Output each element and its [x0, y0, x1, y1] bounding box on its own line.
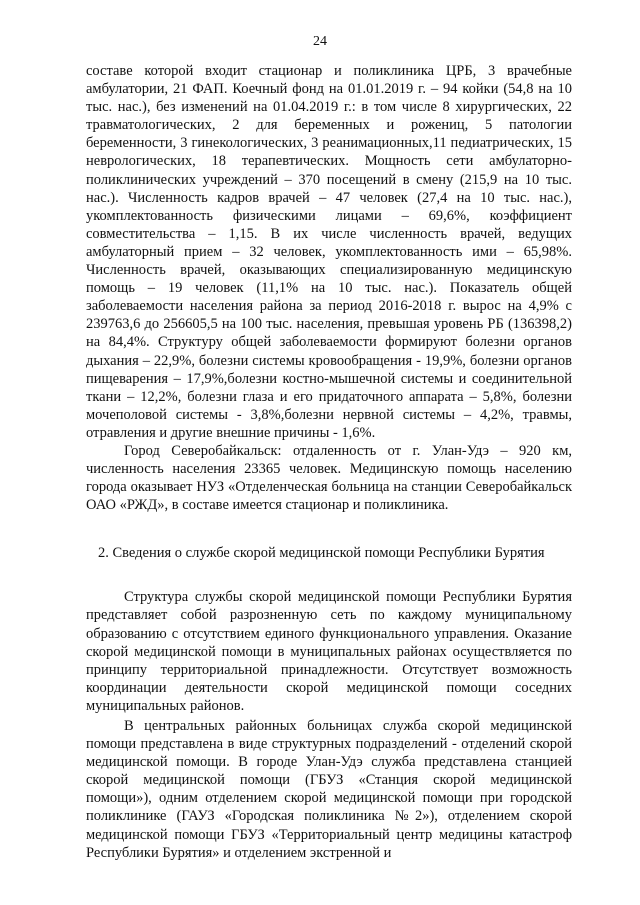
paragraph-severobaikalsk: Город Северобайкальск: отдаленность от г. Улан-Удэ – 920 км, численность населения 23365 человек. Медицинскую помощь населению города оказывает НУЗ «Отделенческая больница на станции Северобайкальск ОАО «РЖД», в составе имеется стационар и поликлиника. [86, 442, 572, 514]
section-heading: 2. Сведения о службе скорой медицинской помощи Республики Бурятия [98, 545, 545, 562]
paragraph-ems-structure: Структура службы скорой медицинской помощи Республики Бурятия представляет собой разрозненную сеть по каждому муниципальному образованию с отсутствием единого функционального управления. Оказание скорой медицинской помощи в муниципальных районах осуществляется по принципу территориальной принадлежности. Отсутствует возможность координации деятельности скорой медицинской помощи соседних муниципальных районов. [86, 589, 572, 714]
paragraph-ems-hospitals: В центральных районных больницах служба скорой медицинской помощи представлена в виде структурных подразделений - отделений скорой медицинской помощи. В городе Улан-Удэ служба представлена станцией скорой медицинской помощи (ГБУЗ «Станция скорой медицинской помощи»), одним отделением скорой медицинской помощи при городской поликлинике (ГАУЗ «Городская поликлиника №2»), отделением скорой медицинской помощи ГБУЗ «Территориальный центр медицины катастроф Республики Бурятия» и отделением экстренной и [86, 718, 572, 861]
page-number: 24 [313, 34, 327, 49]
paragraph-hospital-capacity: составе которой входит стационар и поликлиника ЦРБ, 3 врачебные амбулатории, 21 ФАП. Коечный фонд на 01.01.2019 г. – 94 койки (54,8 на 10 тыс. нас.), без изменений на 01.04.2019 г.: в том числе 8 хирургических, 22 травматологических, 2 для беременных и рожениц, 5 патологии беременности, 3 гинекологических, 3 реанимационных,11 педиатрических, 15 неврологических, 18 терапевтических. Мощность сети амбулаторно-поликлинических учреждений – 370 посещений в смену (215,9 на 10 тыс. нас.). Численность кадров врачей – 47 человек (27,4 на 10 тыс. нас.), укомплектованность физическими лицами – 69,6%, коэффициент совместительства – 1,15. В их числе численность врачей, ведущих амбулаторный прием – 32 человек, укомплектованность ими – 65,98%. Численность врачей, оказывающих специализированную медицинскую помощь – 19 человек (11,1% на 10 тыс. нас.). Показатель общей заболеваемости населения района за период 2016-2018 г. вырос на 4,9% с 239763,6 до 256605,5 на 100 тыс. населения, превышая уровень РБ (136398,2) на 84,4%. Структуру общей заболеваемости формируют болезни органов дыхания – 22,9%, болезни системы кровообращения - 19,9%, болезни органов пищеварения – 17,9%,болезни костно-мышечной системы и соединительной ткани – 12,2%, болезни глаза и его придаточного аппарата – 5,8%, болезни мочеполовой системы - 3,8%,болезни нервной системы – 4,2%, травмы, отравления и другие внешние причины - 1,6%. [86, 63, 572, 441]
page-body [86, 62, 572, 862]
